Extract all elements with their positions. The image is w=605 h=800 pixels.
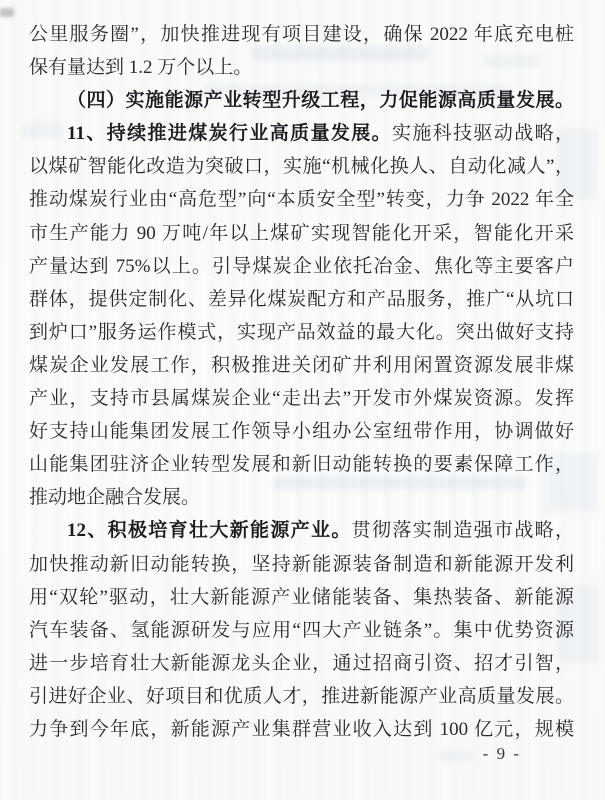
text-line: 力争到今年底，新能源产业集群营业收入达到 100 亿元，规模: [29, 718, 574, 740]
text-line: 引进好企业、好项目和优质人才，推进新能源产业高质量发展。: [29, 685, 574, 707]
text-line: 煤炭企业发展工作，积极推进关闭矿井利用闲置资源发展非煤: [29, 354, 574, 376]
text-block: [29, 18, 574, 746]
text-line: 山能集团驻济企业转型发展和新旧动能转换的要素保障工作，: [29, 454, 574, 476]
text-line: 以煤矿智能化改造为突破口，实施“机械化换人、自动化减人”，: [29, 156, 574, 178]
text-line: 推动地企融合发展。: [29, 487, 201, 509]
text-line: 进一步培育壮大新能源龙头企业，通过招商引资、招才引智，: [29, 652, 574, 674]
page-number: - 9 -: [482, 744, 521, 763]
text-line: [29, 514, 574, 547]
text-line: [29, 84, 574, 117]
text-line: 加快推动新旧动能转换，坚持新能源装备制造和新能源开发利: [29, 553, 574, 575]
text-line: 好支持山能集团发展工作领导小组办公室纽带作用，协调做好: [29, 421, 574, 443]
body-text: 贯彻落实制造强市战略，: [351, 520, 574, 542]
text-line: 市生产能力 90 万吨/年以上煤矿实现智能化开采，智能化开采: [29, 222, 574, 244]
bold-lead-text: （四）实施能源产业转型升级工程，力促能源高质量发展。: [67, 90, 574, 112]
text-line: 公里服务圈”，加快推进现有项目建设，确保 2022 年底充电桩: [29, 24, 574, 45]
text-line: 产量达到 75%以上。引导煤炭企业依托冶金、焦化等主要客户: [29, 255, 574, 277]
text-line: [29, 117, 574, 150]
text-line: 汽车装备、氢能源研发与应用“四大产业链条”。集中优势资源: [29, 619, 574, 641]
text-line: 用“双轮”驱动，壮大新能源产业储能装备、集热装备、新能源: [29, 586, 574, 608]
text-line: 群体，提供定制化、差异化煤炭配方和产品服务，推广“从坑口: [29, 288, 574, 310]
text-line: 保有量达到 1.2 万个以上。: [29, 57, 253, 79]
text-line: 推动煤炭行业由“高危型”向“本质安全型”转变，力争 2022 年全: [29, 189, 574, 211]
scan-smudge: [0, 8, 14, 17]
body-text: 实施科技驱动战略，: [391, 123, 574, 145]
text-line: 产业，支持市县属煤炭企业“走出去”开发市外煤炭资源。发挥: [29, 388, 574, 410]
bold-lead-text: 11、持续推进煤炭行业高质量发展。: [67, 123, 392, 145]
bleedthrough-artifact: [438, 750, 474, 762]
bold-lead-text: 12、积极培育壮大新能源产业。: [67, 520, 352, 542]
text-line: 到炉口”服务运作模式，实现产品效益的最大化。突出做好支持: [29, 321, 574, 343]
